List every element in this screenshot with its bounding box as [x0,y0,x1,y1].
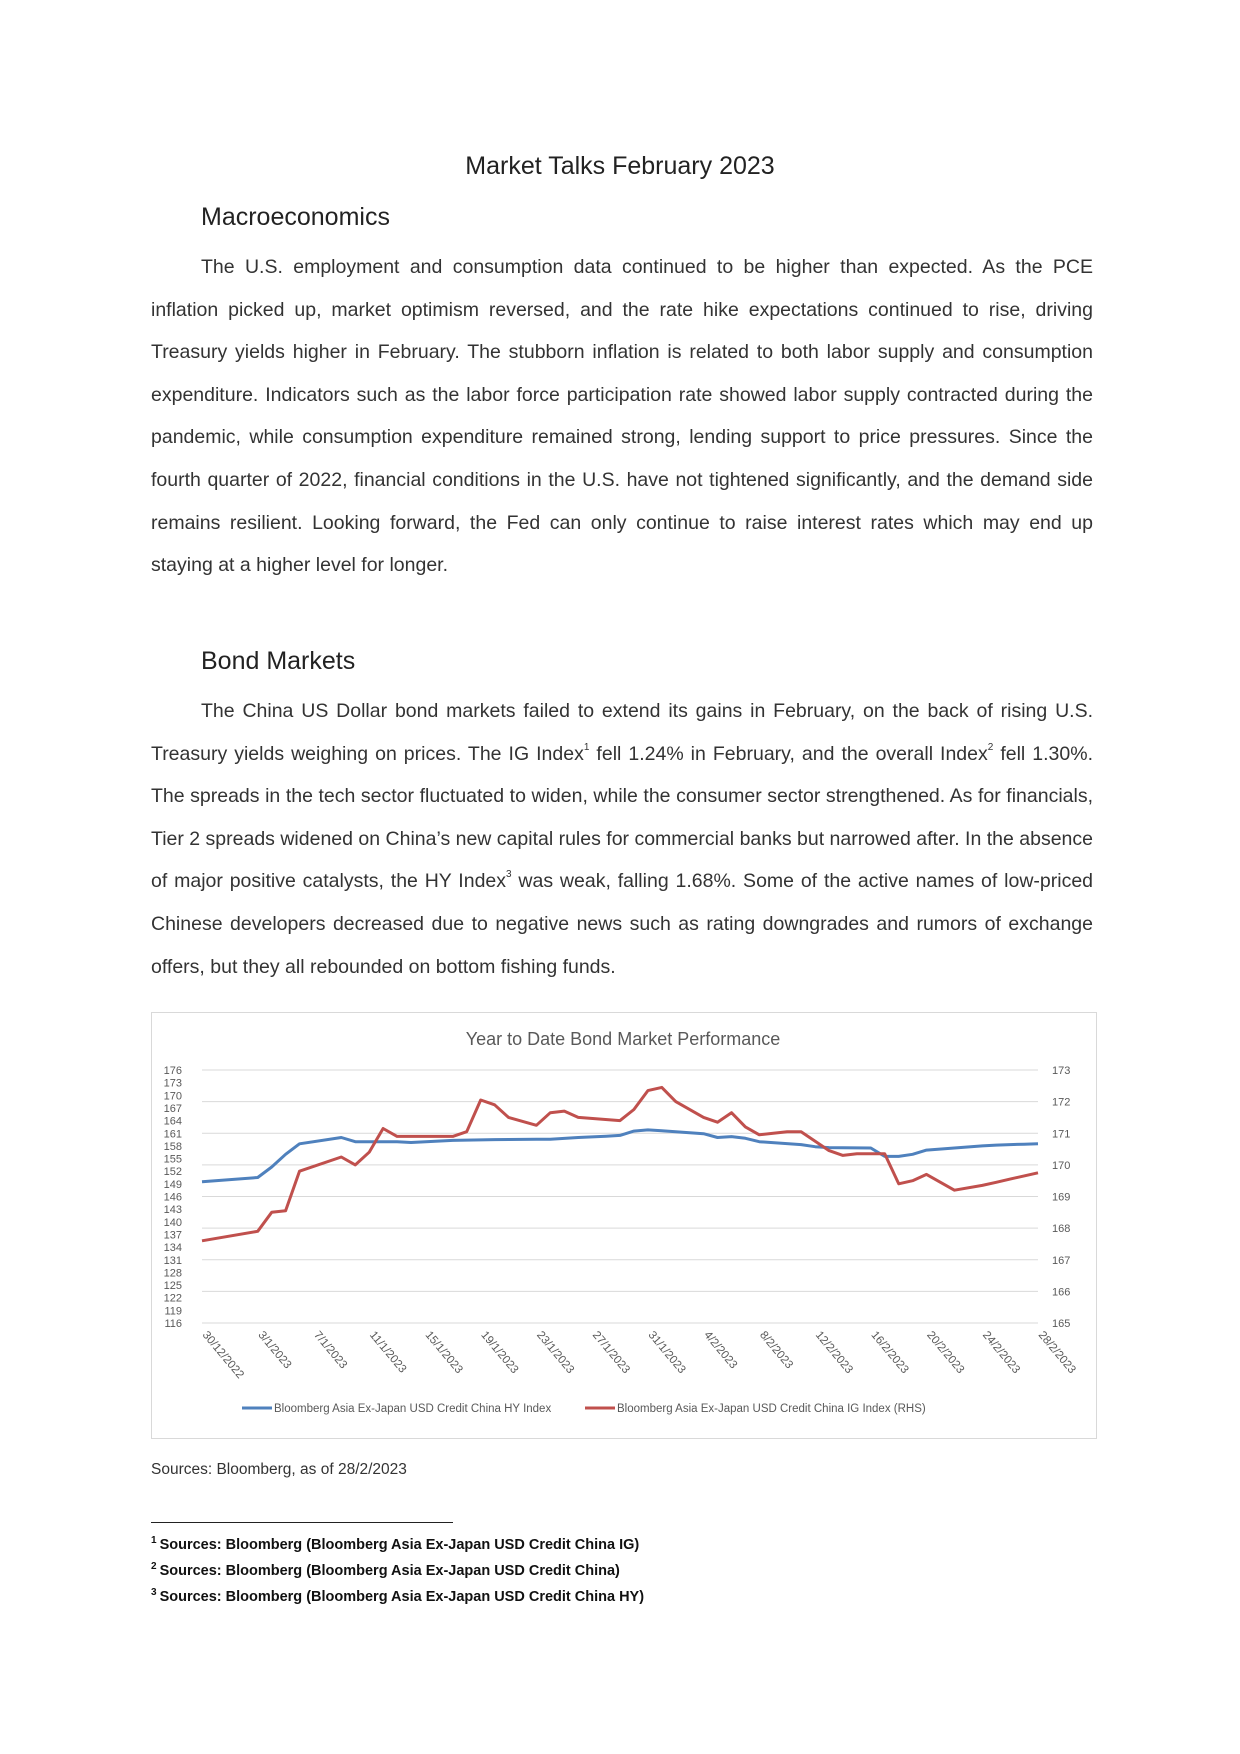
y-left-tick-label: 122 [163,1292,182,1305]
y-left-tick-label: 149 [163,1178,182,1191]
y-right-tick-label: 167 [1052,1254,1071,1267]
x-tick-label: 12/2/2023 [812,1329,855,1377]
footnote-1 [151,1537,639,1553]
footnote-2-number: 2 [151,1561,157,1572]
y-right-tick-label: 172 [1052,1096,1071,1109]
footnote-ref-2: 2 [987,741,994,753]
line-chart [152,1013,1095,1437]
series-line-ig-index [202,1087,1038,1240]
footnote-1-number: 1 [151,1535,157,1546]
source-note: Sources: Bloomberg, as of 28/2/2023 [151,1461,407,1478]
y-left-tick-label: 119 [164,1305,182,1318]
paragraph-macroeconomics [151,246,1093,587]
footnote-3-text: Sources: Bloomberg (Bloomberg Asia Ex-Japan USD Credit China HY) [159,1589,645,1605]
series-line-hy-index [202,1130,1038,1182]
footnote-2 [151,1563,620,1579]
y-left-tick-label: 176 [163,1065,182,1077]
y-right-tick-label: 171 [1052,1128,1071,1141]
y-right-tick-label: 168 [1052,1223,1071,1236]
legend-label: Bloomberg Asia Ex-Japan USD Credit China HY Index [274,1403,552,1415]
paragraph-bond-markets-text-3: fell 1.30%. The spreads in the tech sector fluctuated to widen, while the consumer sector strengthened. As for financials, Tier 2 spreads widened on China’s new capital rules for commercial banks but narrowed after. In the absence of major positive catalysts, the HY Index [151,742,1093,893]
y-left-tick-label: 152 [163,1166,182,1179]
y-right-tick-label: 166 [1052,1286,1071,1299]
x-tick-label: 8/2/2023 [757,1329,796,1372]
x-tick-label: 3/1/2023 [255,1329,294,1372]
y-right-tick-label: 170 [1052,1159,1071,1172]
y-left-tick-label: 131 [163,1254,182,1267]
y-left-tick-label: 116 [164,1318,182,1330]
y-left-tick-label: 167 [163,1102,182,1115]
y-left-tick-label: 158 [163,1140,182,1153]
paragraph-macroeconomics-text: The U.S. employment and consumption data continued to be higher than expected. As the PCE inflation picked up, market optimism reversed, and the rate hike expectations continued to rise, driving Treasury yields higher in February. The stubborn inflation is related to both labor supply and consumption expenditure. Indicators such as the labor force participation rate showed labor supply contracted during the pandemic, while consumption expenditure remained strong, lending support to price pressures. Since the fourth quarter of 2022, financial conditions in the U.S. have not tightened significantly, and the demand side remains resilient. Looking forward, the Fed can only continue to raise interest rates which may end up staying at a higher level for longer. [151,256,1093,577]
page-title: Market Talks February 2023 [465,152,775,180]
x-tick-label: 27/1/2023 [589,1329,632,1377]
footnote-1-text: Sources: Bloomberg (Bloomberg Asia Ex-Japan USD Credit China IG) [159,1537,640,1553]
x-tick-label: 4/2/2023 [701,1329,740,1372]
legend-label: Bloomberg Asia Ex-Japan USD Credit China IG Index (RHS) [617,1403,926,1415]
x-tick-label: 11/1/2023 [366,1329,409,1376]
y-left-tick-label: 155 [163,1153,182,1166]
paragraph-bond-markets-text-1: The China US Dollar bond markets failed to extend its gains in February, on the back of rising U.S. Treasury yields weighing on prices. The IG Index [151,700,1093,765]
footnote-ref-1: 1 [583,741,590,753]
footnote-3-number: 3 [151,1587,157,1598]
x-tick-label: 7/1/2023 [311,1329,350,1372]
y-left-tick-label: 143 [163,1204,182,1217]
y-right-tick-label: 173 [1052,1065,1071,1077]
paragraph-bond-markets [151,690,1093,988]
paragraph-bond-markets-text-2: fell 1.24% in February, and the overall Index [589,742,988,765]
y-left-tick-label: 125 [163,1280,182,1293]
y-left-tick-label: 173 [163,1077,182,1090]
x-tick-label: 16/2/2023 [868,1329,911,1377]
paragraph-bond-markets-text-4: was weak, falling 1.68%. Some of the active names of low-priced Chinese developers decreased due to negative news such as rating downgrades and rumors of exchange offers, but they all rebounded on bottom fishing funds. [151,870,1094,978]
x-tick-label: 24/2/2023 [979,1329,1023,1377]
x-tick-label: 31/1/2023 [645,1329,688,1377]
chart-title: Year to Date Bond Market Performance [465,1029,781,1049]
footnote-ref-3: 3 [506,869,512,881]
x-tick-label: 28/2/2023 [1035,1329,1078,1377]
x-tick-label: 19/1/2023 [478,1329,521,1377]
x-tick-label: 23/1/2023 [534,1329,577,1377]
y-left-tick-label: 170 [163,1090,182,1103]
footnote-rule [151,1522,453,1523]
footnote-3 [151,1589,644,1605]
y-left-tick-label: 137 [163,1229,182,1242]
section-heading-macroeconomics: Macroeconomics [201,203,390,231]
section-heading-bond-markets: Bond Markets [201,647,356,675]
y-left-tick-label: 134 [163,1242,182,1255]
y-left-tick-label: 140 [163,1216,182,1229]
y-left-tick-label: 146 [163,1191,182,1204]
y-left-tick-label: 161 [163,1128,182,1141]
y-right-tick-label: 169 [1052,1191,1071,1204]
y-right-tick-label: 165 [1052,1318,1071,1330]
y-left-tick-label: 164 [163,1115,182,1128]
x-tick-label: 30/12/2022 [199,1329,246,1382]
chart-frame [151,1012,1097,1439]
x-tick-label: 15/1/2023 [422,1329,465,1377]
y-left-tick-label: 128 [163,1267,182,1280]
x-tick-label: 20/2/2023 [924,1329,967,1377]
footnote-2-text: Sources: Bloomberg (Bloomberg Asia Ex-Japan USD Credit China) [159,1563,620,1579]
